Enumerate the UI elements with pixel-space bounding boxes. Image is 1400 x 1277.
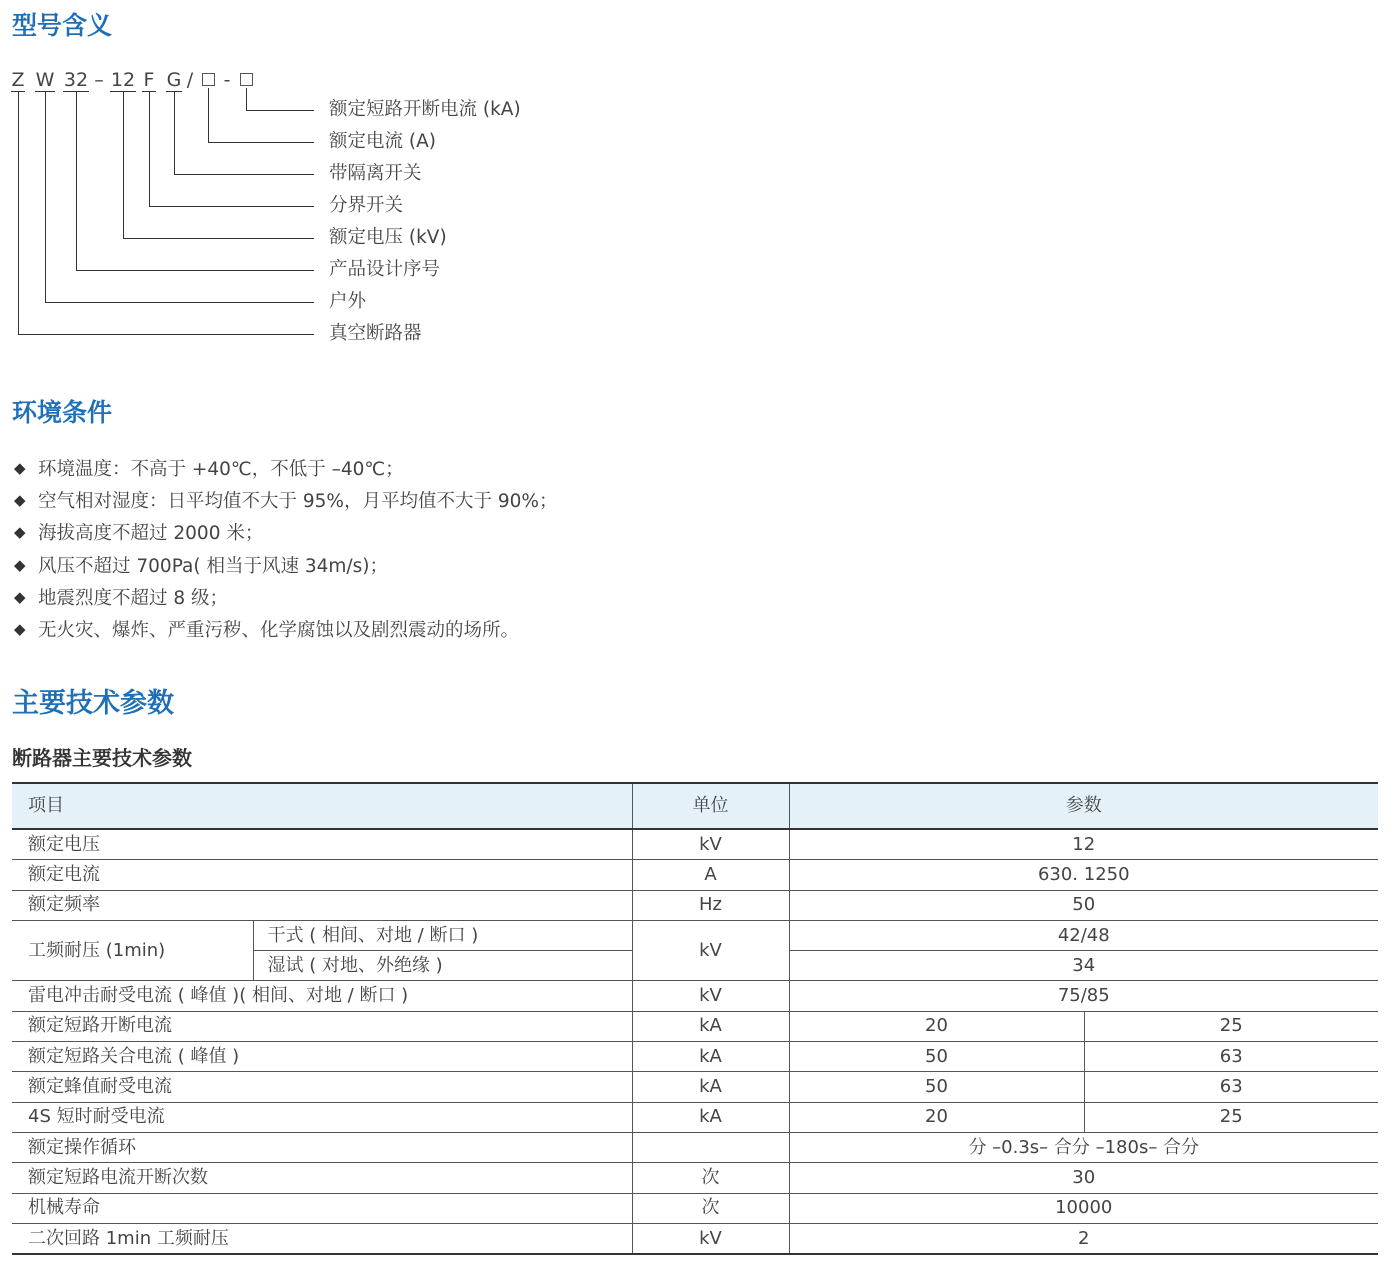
table-row xyxy=(12,920,1378,950)
code-char-f: F xyxy=(143,69,155,91)
table-row xyxy=(12,1072,1378,1102)
table-row xyxy=(12,1223,1378,1254)
leader-line-horizontal xyxy=(76,270,314,271)
env-section-title: 环境条件 xyxy=(12,398,113,427)
cell-value: 2 xyxy=(789,1223,1378,1254)
cell-item: 额定蜂值耐受电流 xyxy=(12,1072,632,1102)
cell-value-right: 63 xyxy=(1084,1072,1378,1102)
cell-unit: kV xyxy=(632,981,789,1011)
cell-value-left: 50 xyxy=(789,1042,1084,1072)
cell-subitem: 干式 ( 相间、对地 / 断口 ) xyxy=(253,920,632,950)
cell-value-right: 25 xyxy=(1084,1102,1378,1132)
cell-item: 额定频率 xyxy=(12,890,632,920)
cell-unit xyxy=(632,1132,789,1162)
cell-value-right: 63 xyxy=(1084,1042,1378,1072)
diamond-bullet-icon: ◆ xyxy=(14,523,26,542)
tech-section-title: 主要技术参数 xyxy=(12,688,174,719)
cell-value-right: 25 xyxy=(1084,1011,1378,1041)
table-row xyxy=(12,1132,1378,1162)
cell-item: 雷电冲击耐受电流 ( 峰值 )( 相间、对地 / 断口 ) xyxy=(12,981,632,1011)
table-row xyxy=(12,829,1378,860)
cell-value: 630. 1250 xyxy=(789,860,1378,890)
cell-value: 30 xyxy=(789,1163,1378,1193)
model-section-title: 型号含义 xyxy=(12,11,113,40)
cell-item: 额定短路开断电流 xyxy=(12,1011,632,1041)
cell-value: 12 xyxy=(789,829,1378,860)
env-item-text: 无火灾、爆炸、严重污秽、化学腐蚀以及剧烈震动的场所。 xyxy=(38,620,520,642)
cell-item: 额定短路电流开断次数 xyxy=(12,1163,632,1193)
leader-line-horizontal xyxy=(149,206,314,207)
leader-line-vertical xyxy=(18,92,19,335)
cell-unit: kA xyxy=(632,1102,789,1132)
tech-params-table xyxy=(12,782,1378,1255)
cell-unit: kA xyxy=(632,1042,789,1072)
code-placeholder-box-current xyxy=(202,73,215,86)
cell-item: 额定电压 xyxy=(12,829,632,860)
list-item xyxy=(14,484,558,516)
cell-unit: 次 xyxy=(632,1163,789,1193)
cell-unit: kV xyxy=(632,829,789,860)
cell-value: 50 xyxy=(789,890,1378,920)
meaning-rated-breaking-current: 额定短路开断电流 (kA) xyxy=(329,99,521,120)
cell-value: 75/85 xyxy=(789,981,1378,1011)
env-item-text: 环境温度：不高于 +40℃，不低于 –40℃； xyxy=(38,459,404,481)
diamond-bullet-icon: ◆ xyxy=(14,459,26,478)
leader-line-horizontal xyxy=(174,174,314,175)
table-row xyxy=(12,1102,1378,1132)
cell-value: 10000 xyxy=(789,1193,1378,1223)
cell-value: 34 xyxy=(789,951,1378,981)
code-char-slash: / xyxy=(186,69,194,91)
diamond-bullet-icon: ◆ xyxy=(14,555,26,574)
env-item-text: 空气相对湿度：日平均值不大于 95%，月平均值不大于 90%； xyxy=(38,491,558,513)
cell-item: 二次回路 1min 工频耐压 xyxy=(12,1223,632,1254)
code-char-12: 12 xyxy=(110,69,136,91)
cell-subitem: 湿试 ( 对地、外绝缘 ) xyxy=(253,951,632,981)
leader-line-horizontal xyxy=(123,238,314,239)
diamond-bullet-icon: ◆ xyxy=(14,587,26,606)
cell-item: 额定短路关合电流 ( 峰值 ) xyxy=(12,1042,632,1072)
header-item: 项目 xyxy=(12,783,632,829)
list-item xyxy=(14,549,558,581)
cell-unit: kV xyxy=(632,920,789,981)
meaning-rated-voltage: 额定电压 (kV) xyxy=(329,227,447,248)
cell-item: 4S 短时耐受电流 xyxy=(12,1102,632,1132)
list-item xyxy=(14,581,558,613)
leader-line-vertical xyxy=(246,88,247,111)
leader-line-horizontal xyxy=(246,110,314,111)
diamond-bullet-icon: ◆ xyxy=(14,620,26,639)
leader-line-vertical xyxy=(149,92,150,207)
meaning-rated-current: 额定电流 (A) xyxy=(329,131,436,152)
cell-unit: kA xyxy=(632,1072,789,1102)
meaning-outdoor: 户外 xyxy=(329,291,367,312)
env-item-text: 海拔高度不超过 2000 米； xyxy=(38,523,264,545)
leader-line-vertical xyxy=(45,92,46,303)
leader-line-vertical xyxy=(76,92,77,271)
list-item xyxy=(14,452,558,484)
env-item-text: 地震烈度不超过 8 级； xyxy=(38,587,229,609)
diamond-bullet-icon: ◆ xyxy=(14,491,26,510)
meaning-design-serial: 产品设计序号 xyxy=(329,259,441,280)
meaning-with-isolating-switch: 带隔离开关 xyxy=(329,163,422,184)
code-placeholder-box-breaking xyxy=(240,73,253,86)
cell-unit: 次 xyxy=(632,1193,789,1223)
table-row xyxy=(12,890,1378,920)
table-row xyxy=(12,981,1378,1011)
cell-unit: kV xyxy=(632,1223,789,1254)
leader-line-vertical xyxy=(123,92,124,239)
list-item xyxy=(14,516,558,548)
meaning-boundary-switch: 分界开关 xyxy=(329,195,404,216)
cell-value: 42/48 xyxy=(789,920,1378,950)
leader-line-horizontal xyxy=(18,334,314,335)
table-caption: 断路器主要技术参数 xyxy=(12,746,192,770)
cell-value-left: 20 xyxy=(789,1102,1084,1132)
table-row xyxy=(12,1042,1378,1072)
leader-line-horizontal xyxy=(45,302,314,303)
cell-item: 额定操作循环 xyxy=(12,1132,632,1162)
code-char-dash: – xyxy=(94,69,104,91)
cell-item: 工频耐压 (1min) xyxy=(12,920,253,981)
cell-value-left: 20 xyxy=(789,1011,1084,1041)
cell-unit: A xyxy=(632,860,789,890)
cell-unit: Hz xyxy=(632,890,789,920)
code-char-hyphen: - xyxy=(223,69,231,91)
list-item xyxy=(14,613,558,645)
table-row xyxy=(12,1163,1378,1193)
cell-value-left: 50 xyxy=(789,1072,1084,1102)
leader-line-horizontal xyxy=(208,142,314,143)
env-item-text: 风压不超过 700Pa( 相当于风速 34m/s)； xyxy=(38,555,388,577)
cell-value: 分 –0.3s– 合分 –180s– 合分 xyxy=(789,1132,1378,1162)
code-char-z: Z xyxy=(11,69,25,91)
table-row xyxy=(12,1193,1378,1223)
table-row xyxy=(12,1011,1378,1041)
cell-unit: kA xyxy=(632,1011,789,1041)
header-unit: 单位 xyxy=(632,783,789,829)
meaning-vacuum-breaker: 真空断路器 xyxy=(329,323,422,344)
code-char-w: W xyxy=(35,69,55,91)
header-value: 参数 xyxy=(789,783,1378,829)
leader-line-vertical xyxy=(174,92,175,175)
table-row xyxy=(12,860,1378,890)
leader-line-vertical xyxy=(208,88,209,143)
cell-item: 额定电流 xyxy=(12,860,632,890)
code-char-g: G xyxy=(166,69,182,91)
cell-item: 机械寿命 xyxy=(12,1193,632,1223)
env-conditions-list xyxy=(14,452,558,645)
table-header-row xyxy=(12,783,1378,829)
code-char-32: 32 xyxy=(63,69,89,91)
